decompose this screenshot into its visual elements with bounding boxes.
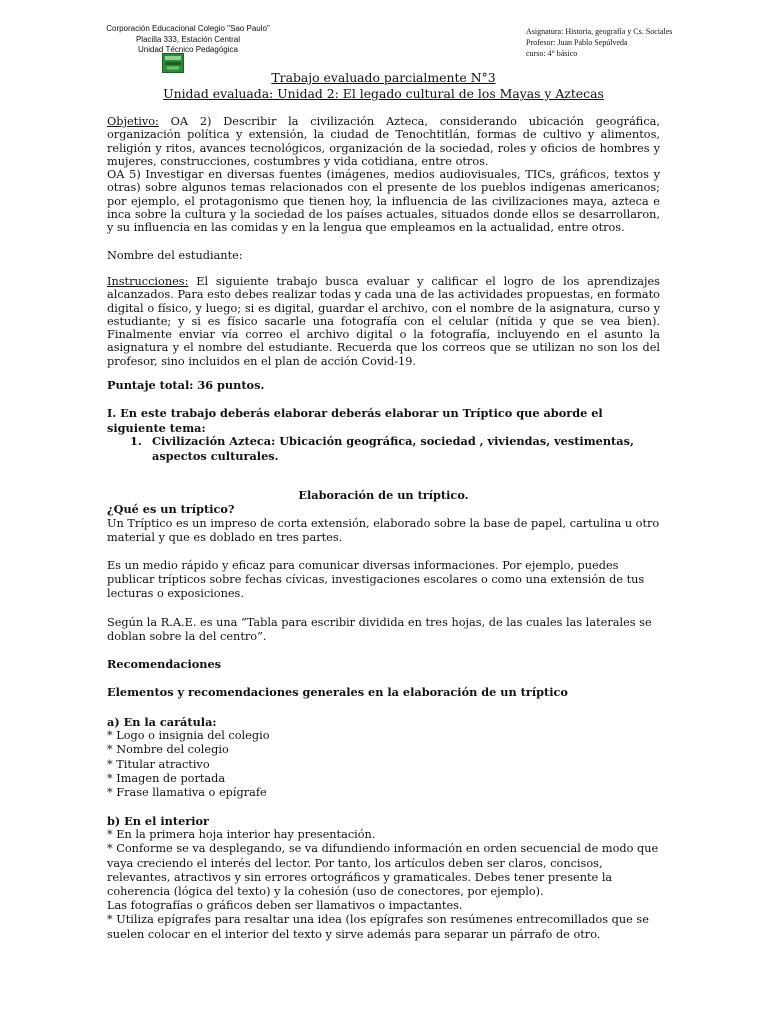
list-item: * Conforme se va desplegando, se va difundiendo información en orden secuencial de modo que vaya creciendo el interés del lector. Por tanto, los artículos deben ser claros, concisos, relevantes, atractivos y sin errores ortográficos y gramaticales. Debes tener presente la coherencia (lógica del texto) y la cohesión (uso de conectores, por ejemplo). <box>107 842 659 899</box>
list-item <box>130 434 660 464</box>
cover-section <box>107 715 660 800</box>
interior-section <box>107 814 660 942</box>
section1-intro: I. En este trabajo deberás elaborar deberás elaborar un Tríptico que aborde el siguiente tema: <box>107 406 603 435</box>
triptych-paragraph-2: Es un medio rápido y eficaz para comunicar diversas informaciones. Por ejemplo, puedes publicar trípticos sobre fechas cívicas, investigaciones escolares o como una extensión de tus lecturas o exposiciones. <box>107 559 645 600</box>
school-unit: Unidad Técnico Pedagógica <box>138 45 238 54</box>
list-item: * En la primera hoja interior hay presentación. <box>107 828 376 842</box>
total-score: Puntaje total: 36 puntos. <box>107 378 265 392</box>
objective-section <box>107 115 660 235</box>
instructions-section <box>107 275 660 368</box>
course-label: curso: 4° básico <box>526 49 578 58</box>
student-name-label: Nombre del estudiante: <box>107 249 243 262</box>
triptych-question: ¿Qué es un tríptico? <box>107 502 235 516</box>
list-item: * Utiliza epígrafes para resaltar una idea (los epígrafes son resúmenes entrecomillados que se suelen colocar en el interior del texto y sirve además para separar un párrafo de otro. <box>107 913 649 941</box>
recommendations-subheading: Elementos y recomendaciones generales en la elaboración de un tríptico <box>107 685 568 699</box>
list-item-text: Civilización Azteca: Ubicación geográfica, sociedad , viviendas, vestimentas, aspectos culturales. <box>152 434 634 463</box>
teacher-label: Profesor: Juan Pablo Sepúlveda <box>526 38 628 47</box>
objective-oa5: OA 5) Investigar en diversas fuentes (imágenes, medios audiovisuales, TICs, gráficos, textos y otras) sobre algunos temas relacionados con el presente de los pueblos indígenas americanos; por ejemplo, el protagonismo que tienen hoy, la influencia de las civilizaciones maya, azteca e inca sobre la cultura y la sociedad de los países actuales, situados donde ellos se desarrollaron, y su influencia en las comidas y en la lengua que empleamos en la actualidad, entre otros. <box>107 168 660 235</box>
instructions-text: El siguiente trabajo busca evaluar y calificar el logro de los aprendizajes alcanzados. Para esto debes realizar todas y cada una de las actividades propuestas, en formato digital o físico, y luego; si es digital, guardar el archivo, con el nombre de la asignatura, curso y estudiante; y si es físico sacarle una fotografía con el celular (nítida y que se vea bien). Finalmente enviar vía correo el archivo digital o la fotografía, incluyendo en el asunto la asignatura y el nombre del estudiante. Recuerda que los correos que se utilizan no son los del profesor, sino incluidos en el plan de acción Covid-19. <box>107 275 660 368</box>
list-item: * Nombre del colegio <box>107 743 229 757</box>
instructions-label: Instrucciones: <box>107 275 189 288</box>
list-item-number: 1. <box>130 434 142 448</box>
objective-oa2: OA 2) Describir la civilización Azteca, considerando ubicación geográfica, organización política y extensión, la ciudad de Tenochtitlán, formas de cultivo y alimentos, religión y ritos, avances tecnológicos, organización de la sociedad, roles y oficios de hombres y mujeres, construcciones, costumbres y vida cotidiana, entre otros. <box>107 115 660 168</box>
list-item: * Titular atractivo <box>107 757 210 771</box>
list-item: Las fotografías o gráficos deben ser llamativos o impactantes. <box>107 899 463 913</box>
cover-heading: a) En la carátula: <box>107 715 217 729</box>
course-header <box>526 26 672 59</box>
school-address: Placilla 333, Estación Central <box>135 34 241 44</box>
triptych-paragraph-3: Según la R.A.E. es una “Tabla para escribir dividida en tres hojas, de las cuales las laterales se doblan sobre la del centro”. <box>107 616 652 643</box>
page-subtitle: Unidad evaluada: Unidad 2: El legado cultural de los Mayas y Aztecas <box>163 86 604 101</box>
triptych-paragraph-1: Un Tríptico es un impreso de corta extensión, elaborado sobre la base de papel, cartulina u otro material y que es doblado en tres partes. <box>107 517 660 544</box>
list-item: * Logo o insignia del colegio <box>107 729 270 743</box>
page-title: Trabajo evaluado parcialmente N°3 <box>271 70 496 85</box>
school-header <box>88 24 288 56</box>
recommendations-heading: Recomendaciones <box>107 657 222 671</box>
subject-label: Asignatura: Historia, geografía y Cs. Sociales <box>526 27 673 36</box>
list-item: * Imagen de portada <box>107 771 226 785</box>
school-name: Corporación Educacional Colegio "Sao Paulo" <box>106 24 270 33</box>
objective-label: Objetivo: <box>107 115 159 128</box>
triptych-heading: Elaboración de un tríptico. <box>298 488 469 502</box>
list-item: * Frase llamativa o epígrafe <box>107 786 267 800</box>
interior-heading: b) En el interior <box>107 814 209 828</box>
